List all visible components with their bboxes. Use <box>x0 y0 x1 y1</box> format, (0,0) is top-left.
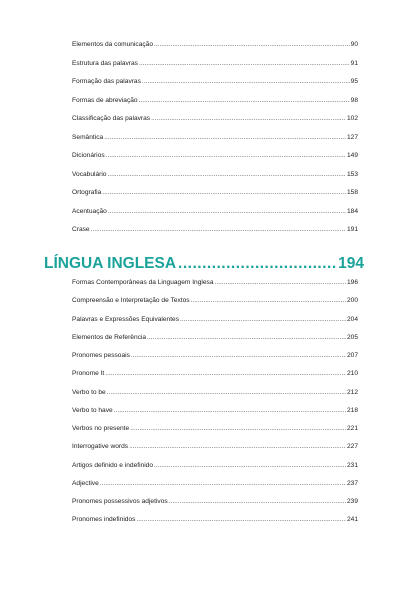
toc-entry[interactable] <box>72 279 358 287</box>
toc-entry-page: 191 <box>346 226 358 234</box>
toc-entry[interactable] <box>72 443 358 451</box>
toc-entry[interactable] <box>72 462 358 470</box>
toc-entry-label: Palavras e Expressões Equivalentes <box>72 315 180 323</box>
toc-entry[interactable] <box>72 352 358 360</box>
toc-entry[interactable] <box>72 516 358 524</box>
toc-entry-page: 212 <box>346 388 358 396</box>
dot-leader <box>100 480 346 488</box>
toc-entry-page: 227 <box>346 443 358 451</box>
dot-leader <box>102 189 346 197</box>
toc-entry-page: 239 <box>346 498 358 505</box>
dot-leader <box>180 316 346 324</box>
dot-leader <box>136 516 346 524</box>
toc-entry-page: 205 <box>346 333 358 341</box>
toc-entry-label: Pronomes indefinidos <box>72 516 136 524</box>
toc-entry-page: 153 <box>346 170 358 178</box>
toc-entry-page: 91 <box>350 59 358 67</box>
toc-entry-page: 210 <box>346 370 358 378</box>
toc-entry[interactable] <box>72 389 358 397</box>
toc-entry-label: Ortografia <box>72 189 102 197</box>
dot-leader <box>130 425 346 433</box>
toc-entry-label: Elementos da comunicação <box>72 41 154 48</box>
toc-entry-label: Formas Contemporâneas da Linguagem Inglesa <box>72 279 214 286</box>
dot-leader <box>147 334 346 342</box>
toc-entry-label: Dicionários <box>72 152 105 160</box>
toc-entry-label: Artigos definido e indefinido <box>72 461 154 469</box>
dot-leader <box>129 443 346 451</box>
section-heading[interactable] <box>44 255 364 273</box>
dot-leader <box>108 208 346 216</box>
toc-entry-label: Adjective <box>72 479 99 487</box>
toc-entry[interactable] <box>72 297 358 305</box>
toc-entry-page: 149 <box>346 152 358 160</box>
toc-entry-label: Estrutura das palavras <box>72 59 138 67</box>
toc-entry-page: 127 <box>346 133 358 141</box>
toc-entry-page: 102 <box>346 115 358 123</box>
toc-entry[interactable] <box>72 370 358 378</box>
dot-leader <box>139 97 350 105</box>
toc-entry-label: Pronomes possessivos adjetivos <box>72 498 168 505</box>
toc-entry-page: 221 <box>346 425 358 432</box>
toc-entry-page: 200 <box>346 297 358 305</box>
toc-entry[interactable] <box>72 189 358 197</box>
toc-entry-label: Acentuação <box>72 207 107 215</box>
dot-leader <box>107 389 346 397</box>
dot-leader <box>178 255 336 273</box>
toc-entry[interactable] <box>72 134 358 142</box>
toc-entry-page: 231 <box>346 461 358 469</box>
dot-leader <box>151 115 346 123</box>
toc-entry-label: Interrogative words <box>72 443 129 451</box>
toc-entry[interactable] <box>72 498 358 506</box>
toc-entry-label: Crase <box>72 226 90 234</box>
toc-list-bottom <box>72 279 358 535</box>
toc-entry-page: 98 <box>350 96 358 104</box>
toc-entry[interactable] <box>72 208 358 216</box>
toc-entry-page: 218 <box>346 406 358 414</box>
toc-entry[interactable] <box>72 316 358 324</box>
toc-entry-label: Semântica <box>72 133 104 141</box>
dot-leader <box>154 41 350 49</box>
toc-entry[interactable] <box>72 60 358 68</box>
toc-entry-label: Pronomes pessoais <box>72 352 130 359</box>
dot-leader <box>139 60 350 68</box>
toc-entry[interactable] <box>72 78 358 86</box>
toc-entry-page: 196 <box>346 279 358 286</box>
toc-entry-label: Vocabulário <box>72 170 107 178</box>
toc-entry-label: Verbo to be <box>72 388 106 396</box>
toc-entry[interactable] <box>72 425 358 433</box>
section-page: 194 <box>338 255 364 272</box>
toc-entry[interactable] <box>72 97 358 105</box>
toc-entry-page: 158 <box>346 189 358 197</box>
dot-leader <box>142 78 350 86</box>
toc-entry-label: Formação das palavras <box>72 78 141 86</box>
toc-entry-label: Verbos no presente <box>72 425 130 432</box>
toc-entry[interactable] <box>72 171 358 179</box>
dot-leader <box>154 462 346 470</box>
toc-entry-page: 184 <box>346 207 358 215</box>
toc-entry[interactable] <box>72 480 358 488</box>
toc-list-top <box>72 41 358 245</box>
dot-leader <box>107 171 346 179</box>
toc-entry-page: 90 <box>350 41 358 48</box>
dot-leader <box>114 407 346 415</box>
toc-entry[interactable] <box>72 226 358 234</box>
dot-leader <box>104 134 346 142</box>
dot-leader <box>191 297 346 305</box>
toc-entry[interactable] <box>72 115 358 123</box>
toc-entry[interactable] <box>72 41 358 49</box>
toc-entry-label: Formas de abreviação <box>72 96 138 104</box>
toc-entry-label: Classificação das palavras <box>72 115 151 123</box>
toc-entry-page: 207 <box>346 352 358 359</box>
section-title: LÍNGUA INGLESA <box>44 255 177 272</box>
toc-entry-page: 95 <box>350 78 358 86</box>
toc-entry[interactable] <box>72 334 358 342</box>
dot-leader <box>214 279 346 287</box>
dot-leader <box>91 226 346 234</box>
toc-entry-label: Pronome It <box>72 370 105 378</box>
toc-entry-label: Verbo to have <box>72 406 113 414</box>
toc-entry-page: 241 <box>346 516 358 524</box>
dot-leader <box>105 370 346 378</box>
toc-entry[interactable] <box>72 152 358 160</box>
toc-entry-page: 237 <box>346 479 358 487</box>
toc-entry[interactable] <box>72 407 358 415</box>
toc-entry-label: Compreensão e Interpretação de Textos <box>72 297 190 305</box>
dot-leader <box>169 498 346 506</box>
dot-leader <box>131 352 346 360</box>
toc-entry-page: 204 <box>346 315 358 323</box>
dot-leader <box>106 152 346 160</box>
toc-entry-label: Elementos de Referência <box>72 333 147 341</box>
